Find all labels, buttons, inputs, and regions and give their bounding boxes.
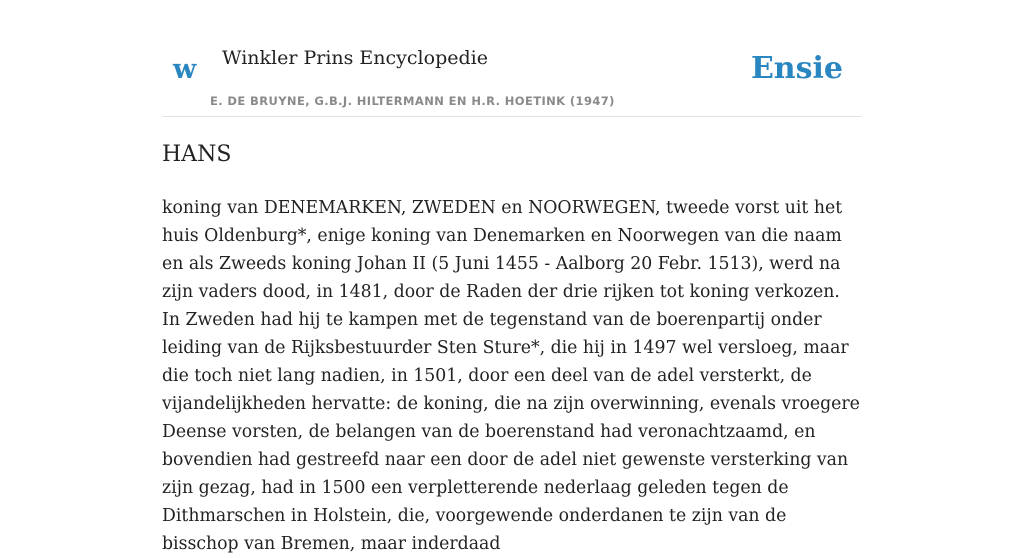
article-title: HANS (162, 142, 232, 167)
article-body: koning van DENEMARKEN, ZWEDEN en NOORWEGEN, tweede vorst uit het huis Oldenburg*, enige koning van Denemarken en Noorwegen van die naam en als Zweeds koning Johan II (5 Juni 1455 - Aalborg 20 Febr. 1513), werd na zijn vaders dood, in 1481, door de Raden der drie rijken tot koning verkozen. In Zweden had hij te kampen met de tegenstand van de boerenpartij onder leiding van de Rijksbestuurder Sten Sture*, die hij in 1497 wel versloeg, maar die toch niet lang nadien, in 1501, door een deel van de adel versterkt, de vijandelijkheden hervatte: de koning, die na zijn overwinning, evenals vroegere Deense vorsten, de belangen van de boerenstand had veronachtzaamd, en bovendien had gestreefd naar een door de adel niet gewenste versterking van zijn gezag, had in 1500 een verpletterende nederlaag geleden tegen de Dithmarschen in Holstein, die, voorgewende onderdanen te zijn van de bisschop van Bremen, maar inderdaad (162, 198, 860, 554)
ensie-logo[interactable]: Ensie (750, 51, 843, 86)
winkler-prins-logo[interactable]: w (173, 54, 197, 85)
article (162, 138, 862, 558)
source-header (162, 0, 862, 117)
source-title[interactable]: Winkler Prins Encyclopedie (222, 47, 488, 69)
source-authors: E. DE BRUYNE, G.B.J. HILTERMANN EN H.R. HOETINK (1947) (210, 94, 615, 108)
